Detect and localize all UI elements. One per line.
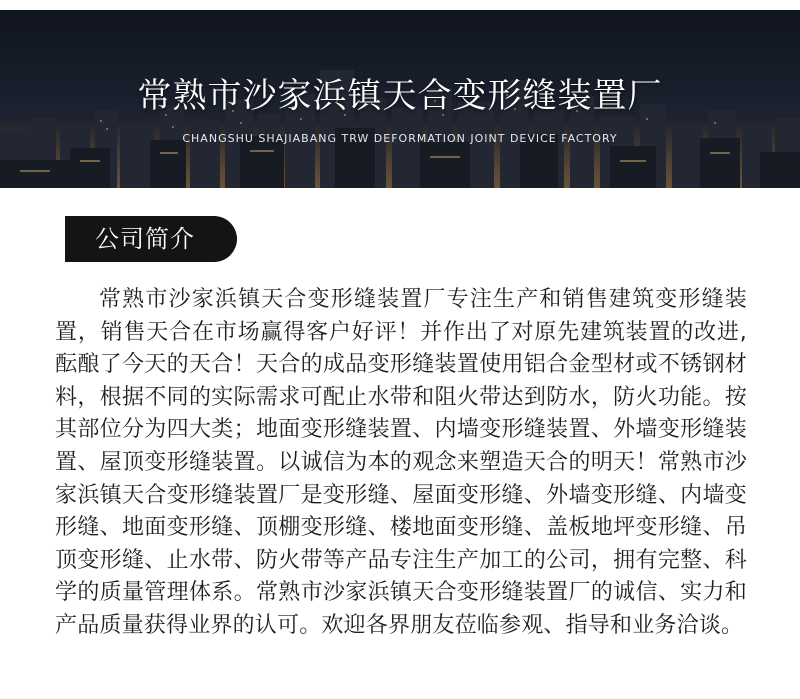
section-heading-tab [65,216,237,262]
section-heading: 公司简介 [95,225,195,253]
company-title: 常熟市沙家浜镇天合变形缝装置厂 [137,76,663,116]
company-subtitle: CHANGSHU SHAJIABANG TRW DEFORMATION JOINT DEVICE FACTORY [182,132,618,145]
header-banner [0,10,800,188]
company-introduction-text: 常熟市沙家浜镇天合变形缝装置厂专注生产和销售建筑变形缝装置，销售天合在市场赢得客户好评！并作出了对原先建筑装置的改进,酝酿了今天的天合！天合的成品变形缝装置使用铝合金型材或不锈钢材料，根据不同的实际需求可配止水带和阻火带达到防水，防火功能。按其部位分为四大类；地面变形缝装置、内墙变形缝装置、外墙变形缝装置、屋顶变形缝装置。以诚信为本的观念来塑造天合的明天！常熟市沙家浜镇天合变形缝装置厂是变形缝、屋面变形缝、外墙变形缝、内墙变形缝、地面变形缝、顶棚变形缝、楼地面变形缝、盖板地坪变形缝、吊顶变形缝、止水带、防火带等产品专注生产加工的公司，拥有完整、科学的质量管理体系。常熟市沙家浜镇天合变形缝装置厂的诚信、实力和产品质量获得业界的认可。欢迎各界朋友莅临参观、指导和业务洽谈。 [55,287,747,638]
